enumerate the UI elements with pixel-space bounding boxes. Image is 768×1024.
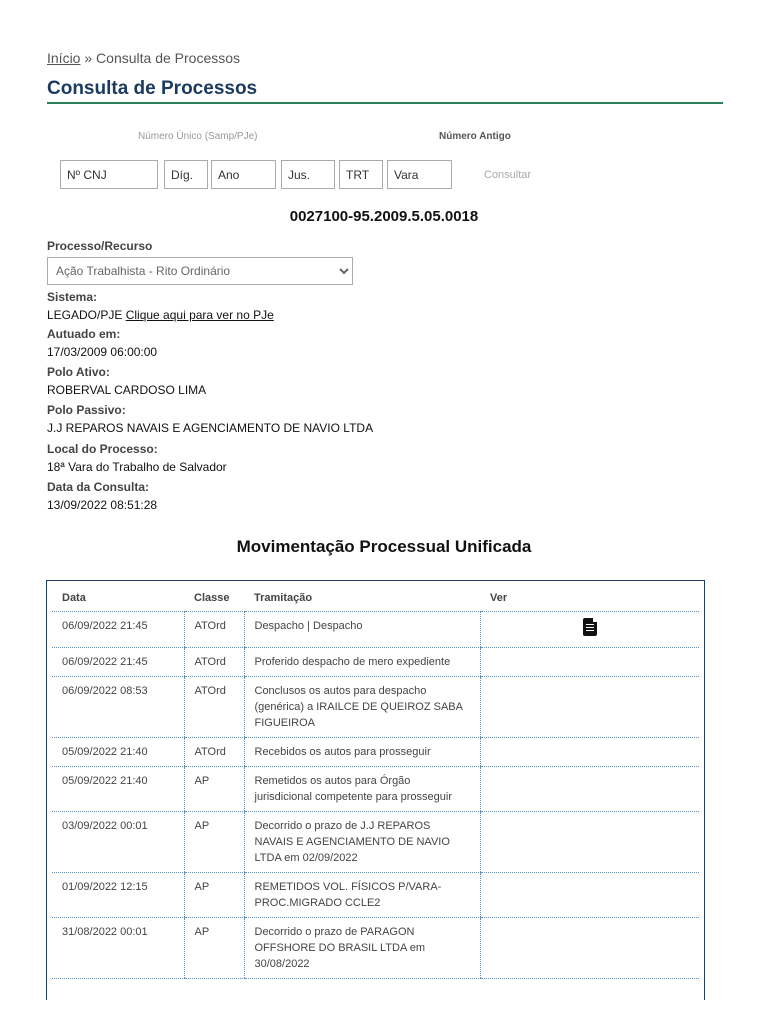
row-ver xyxy=(480,676,699,737)
row-ver xyxy=(480,917,699,978)
row-ver xyxy=(480,872,699,917)
polo-passivo-label: Polo Passivo: xyxy=(47,403,126,417)
page-title: Consulta de Processos xyxy=(47,78,258,99)
row-tramitacao: Recebidos os autos para prosseguir xyxy=(244,737,480,766)
local-value: 18ª Vara do Trabalho de Salvador xyxy=(47,460,227,474)
row-classe: AP xyxy=(184,917,244,978)
document-icon[interactable] xyxy=(583,618,597,636)
consultar-button[interactable]: Consultar xyxy=(470,160,550,189)
sistema-value: LEGADO/PJE xyxy=(47,308,123,322)
cnj-input[interactable] xyxy=(60,160,158,189)
table-row xyxy=(52,737,699,766)
row-ver xyxy=(480,737,699,766)
movimentacao-table xyxy=(52,581,699,979)
table-row xyxy=(52,676,699,737)
table-row xyxy=(52,611,699,647)
row-tramitacao: Despacho | Despacho xyxy=(244,611,480,647)
polo-passivo-value: J.J REPAROS NAVAIS E AGENCIAMENTO DE NAVIO LTDA xyxy=(47,421,374,435)
autuado-value: 17/03/2009 06:00:00 xyxy=(47,345,158,359)
row-data: 06/09/2022 08:53 xyxy=(52,676,184,737)
table-row xyxy=(52,811,699,872)
table-row xyxy=(52,766,699,811)
breadcrumb xyxy=(47,50,240,66)
trt-input[interactable] xyxy=(339,160,383,189)
row-ver xyxy=(480,766,699,811)
header-tramitacao: Tramitação xyxy=(244,581,480,611)
vara-input[interactable] xyxy=(387,160,452,189)
process-number: 0027100-95.2009.5.05.0018 xyxy=(289,208,479,225)
row-data: 05/09/2022 21:40 xyxy=(52,737,184,766)
table-row xyxy=(52,917,699,978)
local-label: Local do Processo: xyxy=(47,442,158,456)
header-data: Data xyxy=(52,581,184,611)
table-row xyxy=(52,872,699,917)
row-data: 06/09/2022 21:45 xyxy=(52,647,184,676)
row-tramitacao: Proferido despacho de mero expediente xyxy=(244,647,480,676)
polo-ativo-value: ROBERVAL CARDOSO LIMA xyxy=(47,383,207,397)
sistema-label: Sistema: xyxy=(47,290,98,304)
digito-input[interactable] xyxy=(164,160,208,189)
row-data: 06/09/2022 21:45 xyxy=(52,611,184,647)
row-tramitacao: Decorrido o prazo de J.J REPAROS NAVAIS E AGENCIAMENTO DE NAVIO LTDA em 02/09/2022 xyxy=(244,811,480,872)
label-numero-unico: Número Único (Samp/PJe) xyxy=(138,131,258,142)
row-data: 03/09/2022 00:01 xyxy=(52,811,184,872)
data-consulta-value: 13/09/2022 08:51:28 xyxy=(47,498,158,512)
row-classe: AP xyxy=(184,766,244,811)
justica-input[interactable] xyxy=(281,160,335,189)
row-ver xyxy=(480,647,699,676)
row-classe: ATOrd xyxy=(184,611,244,647)
row-tramitacao: REMETIDOS VOL. FÍSICOS P/VARA-PROC.MIGRADO CCLE2 xyxy=(244,872,480,917)
row-data: 01/09/2022 12:15 xyxy=(52,872,184,917)
table-header-row xyxy=(52,581,699,611)
row-data: 05/09/2022 21:40 xyxy=(52,766,184,811)
row-ver xyxy=(480,611,699,647)
breadcrumb-separator: » xyxy=(84,50,93,66)
row-classe: ATOrd xyxy=(184,647,244,676)
table-row xyxy=(52,647,699,676)
breadcrumb-current: Consulta de Processos xyxy=(96,50,241,66)
data-consulta-label: Data da Consulta: xyxy=(47,480,150,494)
row-tramitacao: Conclusos os autos para despacho (genérica) a IRAILCE DE QUEIROZ SABA FIGUEIROA xyxy=(244,676,480,737)
movimentacao-table-container xyxy=(46,580,705,1000)
header-ver: Ver xyxy=(480,581,699,611)
row-classe: ATOrd xyxy=(184,676,244,737)
polo-ativo-label: Polo Ativo: xyxy=(47,365,110,379)
title-divider xyxy=(47,102,723,104)
row-classe: AP xyxy=(184,811,244,872)
sistema-value-row xyxy=(47,308,274,322)
row-data: 31/08/2022 00:01 xyxy=(52,917,184,978)
breadcrumb-home-link[interactable]: Início xyxy=(47,50,81,66)
row-tramitacao: Remetidos os autos para Órgão jurisdicional competente para prosseguir xyxy=(244,766,480,811)
header-classe: Classe xyxy=(184,581,244,611)
processo-label: Processo/Recurso xyxy=(47,239,153,253)
pje-link[interactable]: Clique aqui para ver no PJe xyxy=(125,308,274,322)
row-tramitacao: Decorrido o prazo de PARAGON OFFSHORE DO BRASIL LTDA em 30/08/2022 xyxy=(244,917,480,978)
row-classe: AP xyxy=(184,872,244,917)
label-numero-antigo[interactable]: Número Antigo xyxy=(439,131,511,142)
movimentacao-title: Movimentação Processual Unificada xyxy=(236,537,532,556)
row-classe: ATOrd xyxy=(184,737,244,766)
ano-input[interactable] xyxy=(211,160,276,189)
row-ver xyxy=(480,811,699,872)
processo-select[interactable] xyxy=(47,257,353,285)
autuado-label: Autuado em: xyxy=(47,327,121,341)
